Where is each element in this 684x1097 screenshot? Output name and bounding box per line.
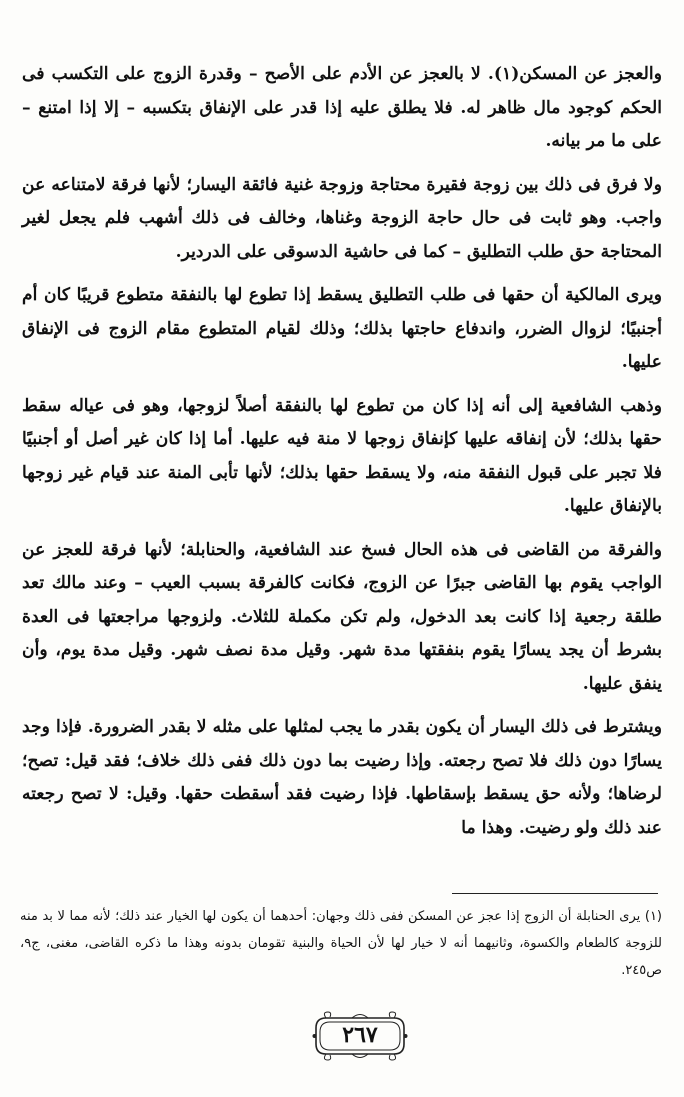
- paragraph-2: ولا فرق فى ذلك بين زوجة فقيرة محتاجة وزوجة غنية فائقة اليسار؛ لأنها فرقة لامتناعه عن واجب. وهو ثابت فى حال حاجة الزوجة وغناها، وخالف فى ذلك أشهب فلم يجعل لغير المحتاجة حق طلب التطليق – كما فى حاشية الدسوقى على الدردير.: [22, 174, 662, 262]
- paragraph-6: ويشترط فى ذلك اليسار أن يكون بقدر ما يجب لمثلها على مثله لا بقدر الضرورة. فإذا وجد يسارًا دون ذلك فلا تصح رجعته. وإذا رضيت بما دون ذلك ففى ذلك خلاف؛ فقد قيل: تصح؛ لرضاها؛ ولأنه حق يسقط بإسقاطها. فإذا رضيت فقد أسقطت حقها. وقيل: لا تصح رجعته عند ذلك ولو رضيت. وهذا ما: [22, 717, 662, 838]
- paragraph-1: والعجز عن المسكن(١). لا بالعجز عن الأدم على الأصح – وقدرة الزوج على التكسب فى الحكم كوجود مال ظاهر له. فلا يطلق عليه إذا قدر على الإنفاق بتكسبه – إلا إذا امتنع – على ما مر بيانه.: [22, 64, 662, 151]
- paragraph-5: والفرقة من القاضى فى هذه الحال فسخ عند الشافعية، والحنابلة؛ لأنها فرقة للعجز عن الواجب يقوم بها القاضى جبرًا عن الزوج، فكانت كالفرقة بسبب العيب – وعند مالك تعد طلقة رجعية إذا كانت بعد الدخول، ولم تكن مكملة للثلاث. ولزوجها مراجعتها فى العدة بشرط أن يجد يسارًا يقوم بنفقتها مدة شهر. وقيل مدة نصف شهر. وقيل مدة يوم، وأن ينفق عليها.: [22, 539, 662, 694]
- main-text: [22, 58, 662, 855]
- page-number: ٢٦٧: [342, 1022, 378, 1048]
- paragraph-3: ويرى المالكية أن حقها فى طلب التطليق يسقط إذا تطوع لها بالنفقة متطوع قريبًا كان أم أجنبيًا؛ لزوال الضرر، واندفاع حاجتها بذلك؛ وذلك لقيام المتطوع مقام الزوج فى الإنفاق عليها.: [22, 285, 662, 372]
- paragraph-4: وذهب الشافعية إلى أنه إذا كان من تطوع لها بالنفقة أصلاً لزوجها، وهو فى عياله سقط حقها بذلك؛ لأن إنفاقه عليها كإنفاق زوجها لا منة فيه عليها. أما إذا كان غير أصل أو أجنبيًا فلا تجبر على قبول النفقة منه، ولا يسقط حقها بذلك؛ لأنها تأبى المنة عند قيام غير زوجها بالإنفاق عليها.: [22, 395, 662, 516]
- footnote-separator: [452, 893, 658, 894]
- footnote: (١) يرى الحنابلة أن الزوج إذا عجز عن المسكن ففى ذلك وجهان: أحدهما أن يكون لها الخيار عند ذلك؛ لأنه مما لا بد منه للزوجة كالطعام والكسوة، وثانيهما أنه لا خيار لها لأن الحياة والبنية تقومان بدونه وهذا ما ذكره القاضى، مغنى، ج٩، ص٢٤٥.: [20, 909, 662, 978]
